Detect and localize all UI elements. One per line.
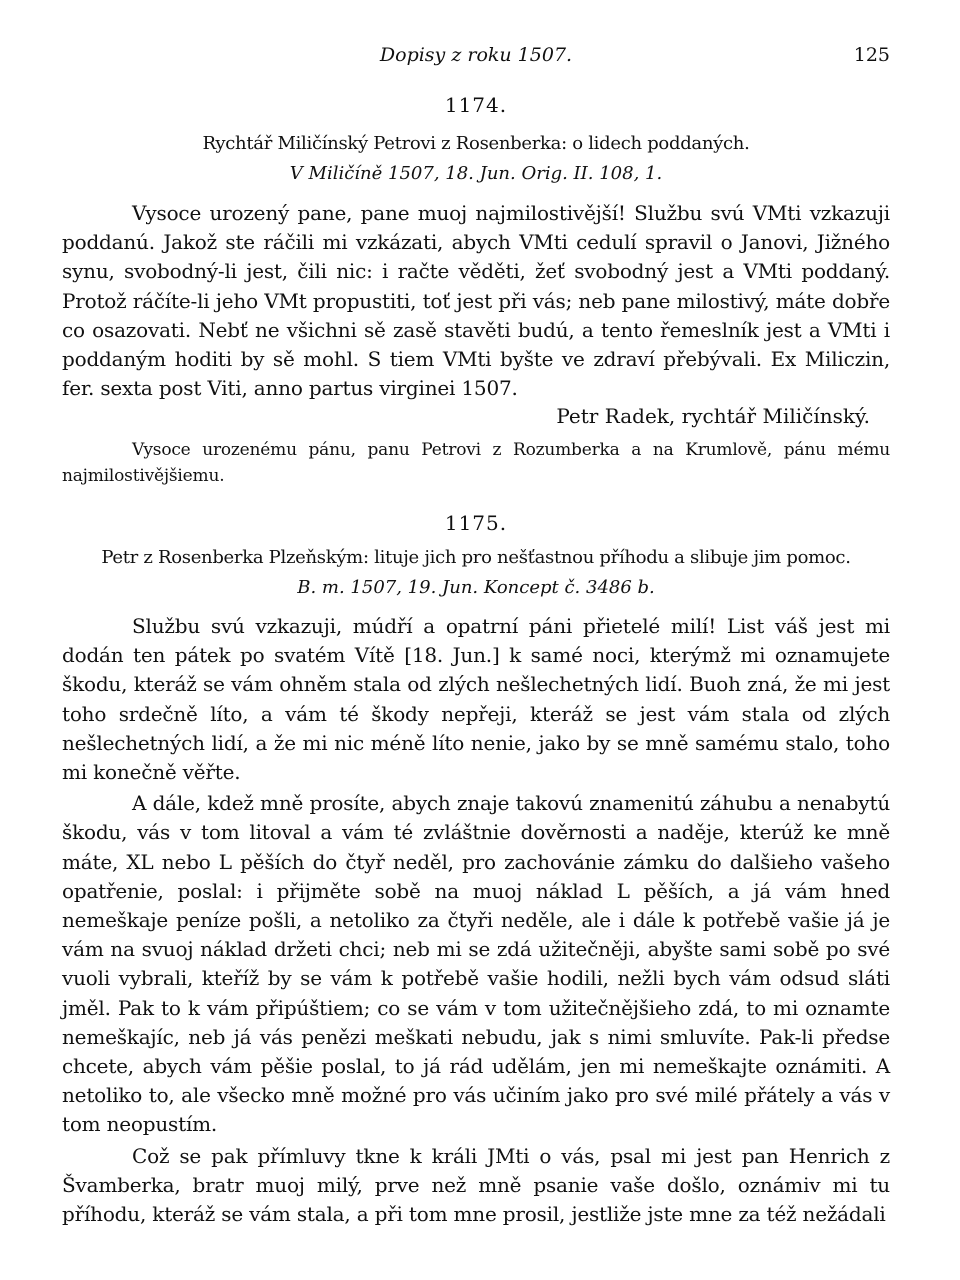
letter-heading: Petr z Rosenberka Plzeňským: lituje jich pro nešťastnou příhodu a slibuje jim pomoc. bbox=[101, 547, 851, 568]
letter-source: B. m. 1507, 19. Jun. Koncept č. 3486 b. bbox=[297, 577, 655, 598]
letter-source: V Miličíně 1507, 18. Jun. Orig. II. 108, 1. bbox=[289, 163, 663, 184]
letter-paragraph: Vysoce urozený pane, pane muoj najmilostivější! Službu svú VMti vzkazuji poddanú. Jakož ste ráčili mi vzkázati, abych VMti cedulí spravil o Janovi, Jižného synu, svobodný-li jest, čili nic: i račte věděti, žeť svobodný jest a VMti poddaný. Protož ráčíte-li jeho VMt propustiti, toť jest při vás; neb pane milostivý, máte dobře co osazovati. Nebť ne všichni sě zasě stavěti budú, a tento řemeslník jest a VMti i poddaným hoditi by sě mohl. S tiem VMti byšte ve zdraví přebývali. Ex Miliczin, fer. sexta post Viti, anno partus virginei 1507. bbox=[62, 201, 890, 401]
letter-paragraph: Což se pak přímluvy tkne k králi JMti o vás, psal mi jest pan Henrich z Švamberka, bratr muoj milý, prve než mně psanie vaše došlo, oznámiv mi tu příhodu, kteráž se vám stala, a při tom mne prosil, jestliže jste mne za též nežádali bbox=[62, 1143, 890, 1227]
running-head bbox=[62, 44, 890, 72]
letter-number: 1174. bbox=[444, 93, 508, 117]
running-title: Dopisy z roku 1507. bbox=[379, 44, 573, 66]
letter-number: 1175. bbox=[444, 511, 508, 535]
letter-address: Vysoce urozenému pánu, panu Petrovi z Rozumberka a na Krumlově, pánu mému najmilostivějšiemu. bbox=[62, 440, 890, 486]
letter-body bbox=[62, 199, 890, 403]
letter-paragraph: A dále, kdež mně prosíte, abych znaje takovú znamenitú záhubu a nenabytú škodu, vás v tom litoval a vám té zvláštnie dověrnosti a naděje, kterúž ke mně máte, XL nebo L pěších do čtyř neděl, pro zachovánie zámku do dalšieho vašeho opatřenie, poslal: i přijměte sobě na muoj náklad L pěších, a já vám hned nemeškaje peníze pošli, a netoliko za čtyři neděle, ale i dále k potřebě vašie já je vám na svuoj náklad držeti chci; neb mi se zdá užitečněji, abyšte sami sobě po své vuoli vybrali, kteříž by se vám k potřebě vašie hodili, nežli bych vám odsud sláti jměl. Pak to k vám připúštiem; co se vám v tom užitečnějšieho zdá, to mi oznamte nemeškajíc, neb já vás penězi meškati nebudu, jak s nimi smluvíte. Pak-li předse chcete, abych vám pěšie poslal, to já rád udělám, jen mi nemeškajte oznámiti. A netoliko to, ale všecko mně možné pro vás učiním jako pro své milé přátely a vás v tom neopustím. bbox=[62, 791, 890, 1137]
letter-heading: Rychtář Miličínský Petrovi z Rosenberka: o lidech poddaných. bbox=[202, 133, 750, 154]
letter-paragraph: Službu svú vzkazuji, múdří a opatrní páni přietelé milí! List váš jest mi dodán ten pátek po svatém Vítě [18. Jun.] k samé noci, kterýmž mi oznamujete škodu, kteráž se vám ohněm stala od zlých nešlechetných lidí. Buoh zná, že mi jest toho srdečně líto, a vám té škody nepřeji, kteráž se jest vám stala od zlých nešlechetných lidí, a že mi nic méně líto nenie, jako by se mně samému stalo, toho mi konečně věřte. bbox=[62, 614, 890, 785]
letter-body bbox=[62, 612, 890, 1229]
page-number: 125 bbox=[853, 44, 890, 66]
letter-signature: Petr Radek, rychtář Miličínský. bbox=[556, 404, 870, 428]
